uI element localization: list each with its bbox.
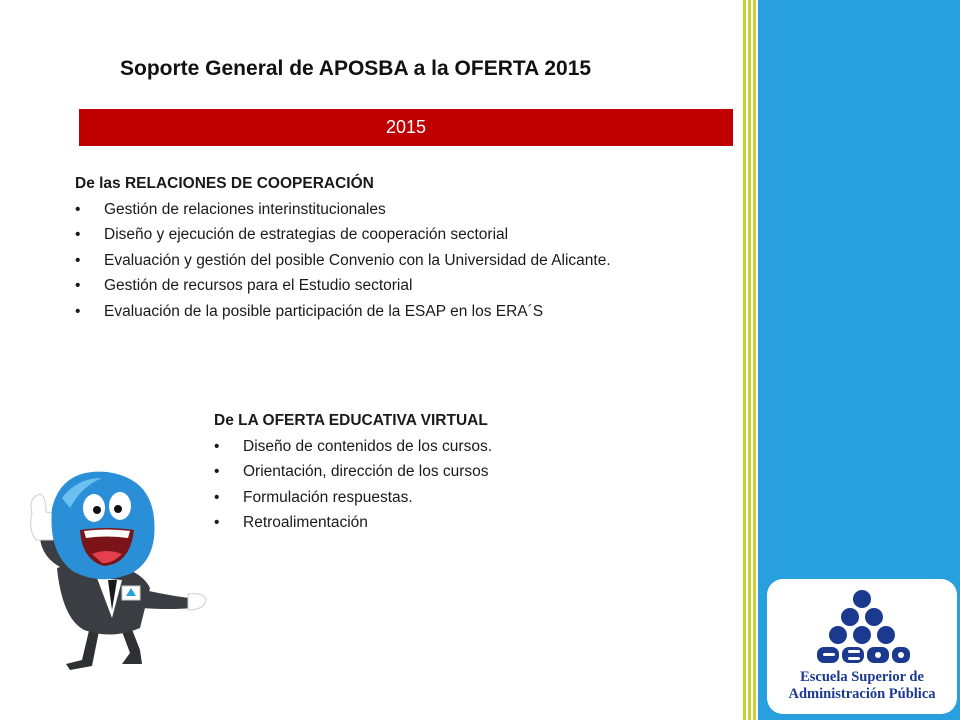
list-item-label: Orientación, dirección de los cursos	[243, 463, 489, 480]
stripe	[743, 0, 746, 720]
list-item-label: Diseño y ejecución de estrategias de cooperación sectorial	[104, 226, 509, 243]
page-title: Soporte General de APOSBA a la OFERTA 2015	[120, 57, 592, 80]
list-item	[75, 273, 694, 299]
list-item	[214, 510, 634, 536]
list-item	[75, 222, 694, 248]
bullet-icon: •	[75, 200, 81, 218]
bullet-icon: •	[75, 302, 81, 320]
cooperation-section	[75, 171, 694, 324]
virtual-offer-section	[214, 408, 634, 536]
virtual-offer-heading: De LA OFERTA EDUCATIVA VIRTUAL	[214, 412, 488, 429]
bullet-icon: •	[214, 463, 220, 480]
list-item	[214, 459, 634, 485]
list-item	[214, 434, 634, 460]
bullet-icon: •	[214, 514, 220, 531]
list-item	[214, 485, 634, 511]
virtual-offer-list	[214, 434, 634, 536]
bullet-icon: •	[75, 226, 81, 243]
list-item-label: Formulación respuestas.	[243, 488, 413, 506]
decorative-stripes	[740, 0, 760, 720]
list-item-label: Evaluación de la posible participación de la ESAP en los ERA´S	[104, 302, 544, 320]
list-item	[75, 299, 694, 325]
list-item-label: Retroalimentación	[243, 514, 368, 531]
year-banner-label: 2015	[385, 117, 427, 137]
cooperation-heading: De las RELACIONES DE COOPERACIÓN	[75, 175, 374, 192]
year-banner	[79, 109, 733, 146]
bullet-icon: •	[75, 277, 81, 294]
cooperation-list	[75, 197, 694, 325]
esap-logo	[767, 579, 957, 714]
logo-line-1: Escuela Superior de	[800, 669, 924, 685]
bullet-icon: •	[214, 437, 220, 455]
bullet-icon: •	[214, 488, 220, 506]
logo-line-2: Administración Pública	[788, 686, 936, 702]
list-item	[75, 197, 694, 223]
stripe	[753, 0, 756, 720]
list-item-label: Gestión de recursos para el Estudio sectorial	[104, 277, 413, 294]
stripe	[748, 0, 751, 720]
list-item	[75, 248, 694, 274]
list-item-label: Gestión de relaciones interinstitucionales	[104, 200, 386, 218]
list-item-label: Evaluación y gestión del posible Convenio con la Universidad de Alicante.	[104, 251, 611, 269]
mascot-illustration	[22, 468, 212, 673]
list-item-label: Diseño de contenidos de los cursos.	[243, 437, 493, 455]
bullet-icon: •	[75, 251, 81, 269]
